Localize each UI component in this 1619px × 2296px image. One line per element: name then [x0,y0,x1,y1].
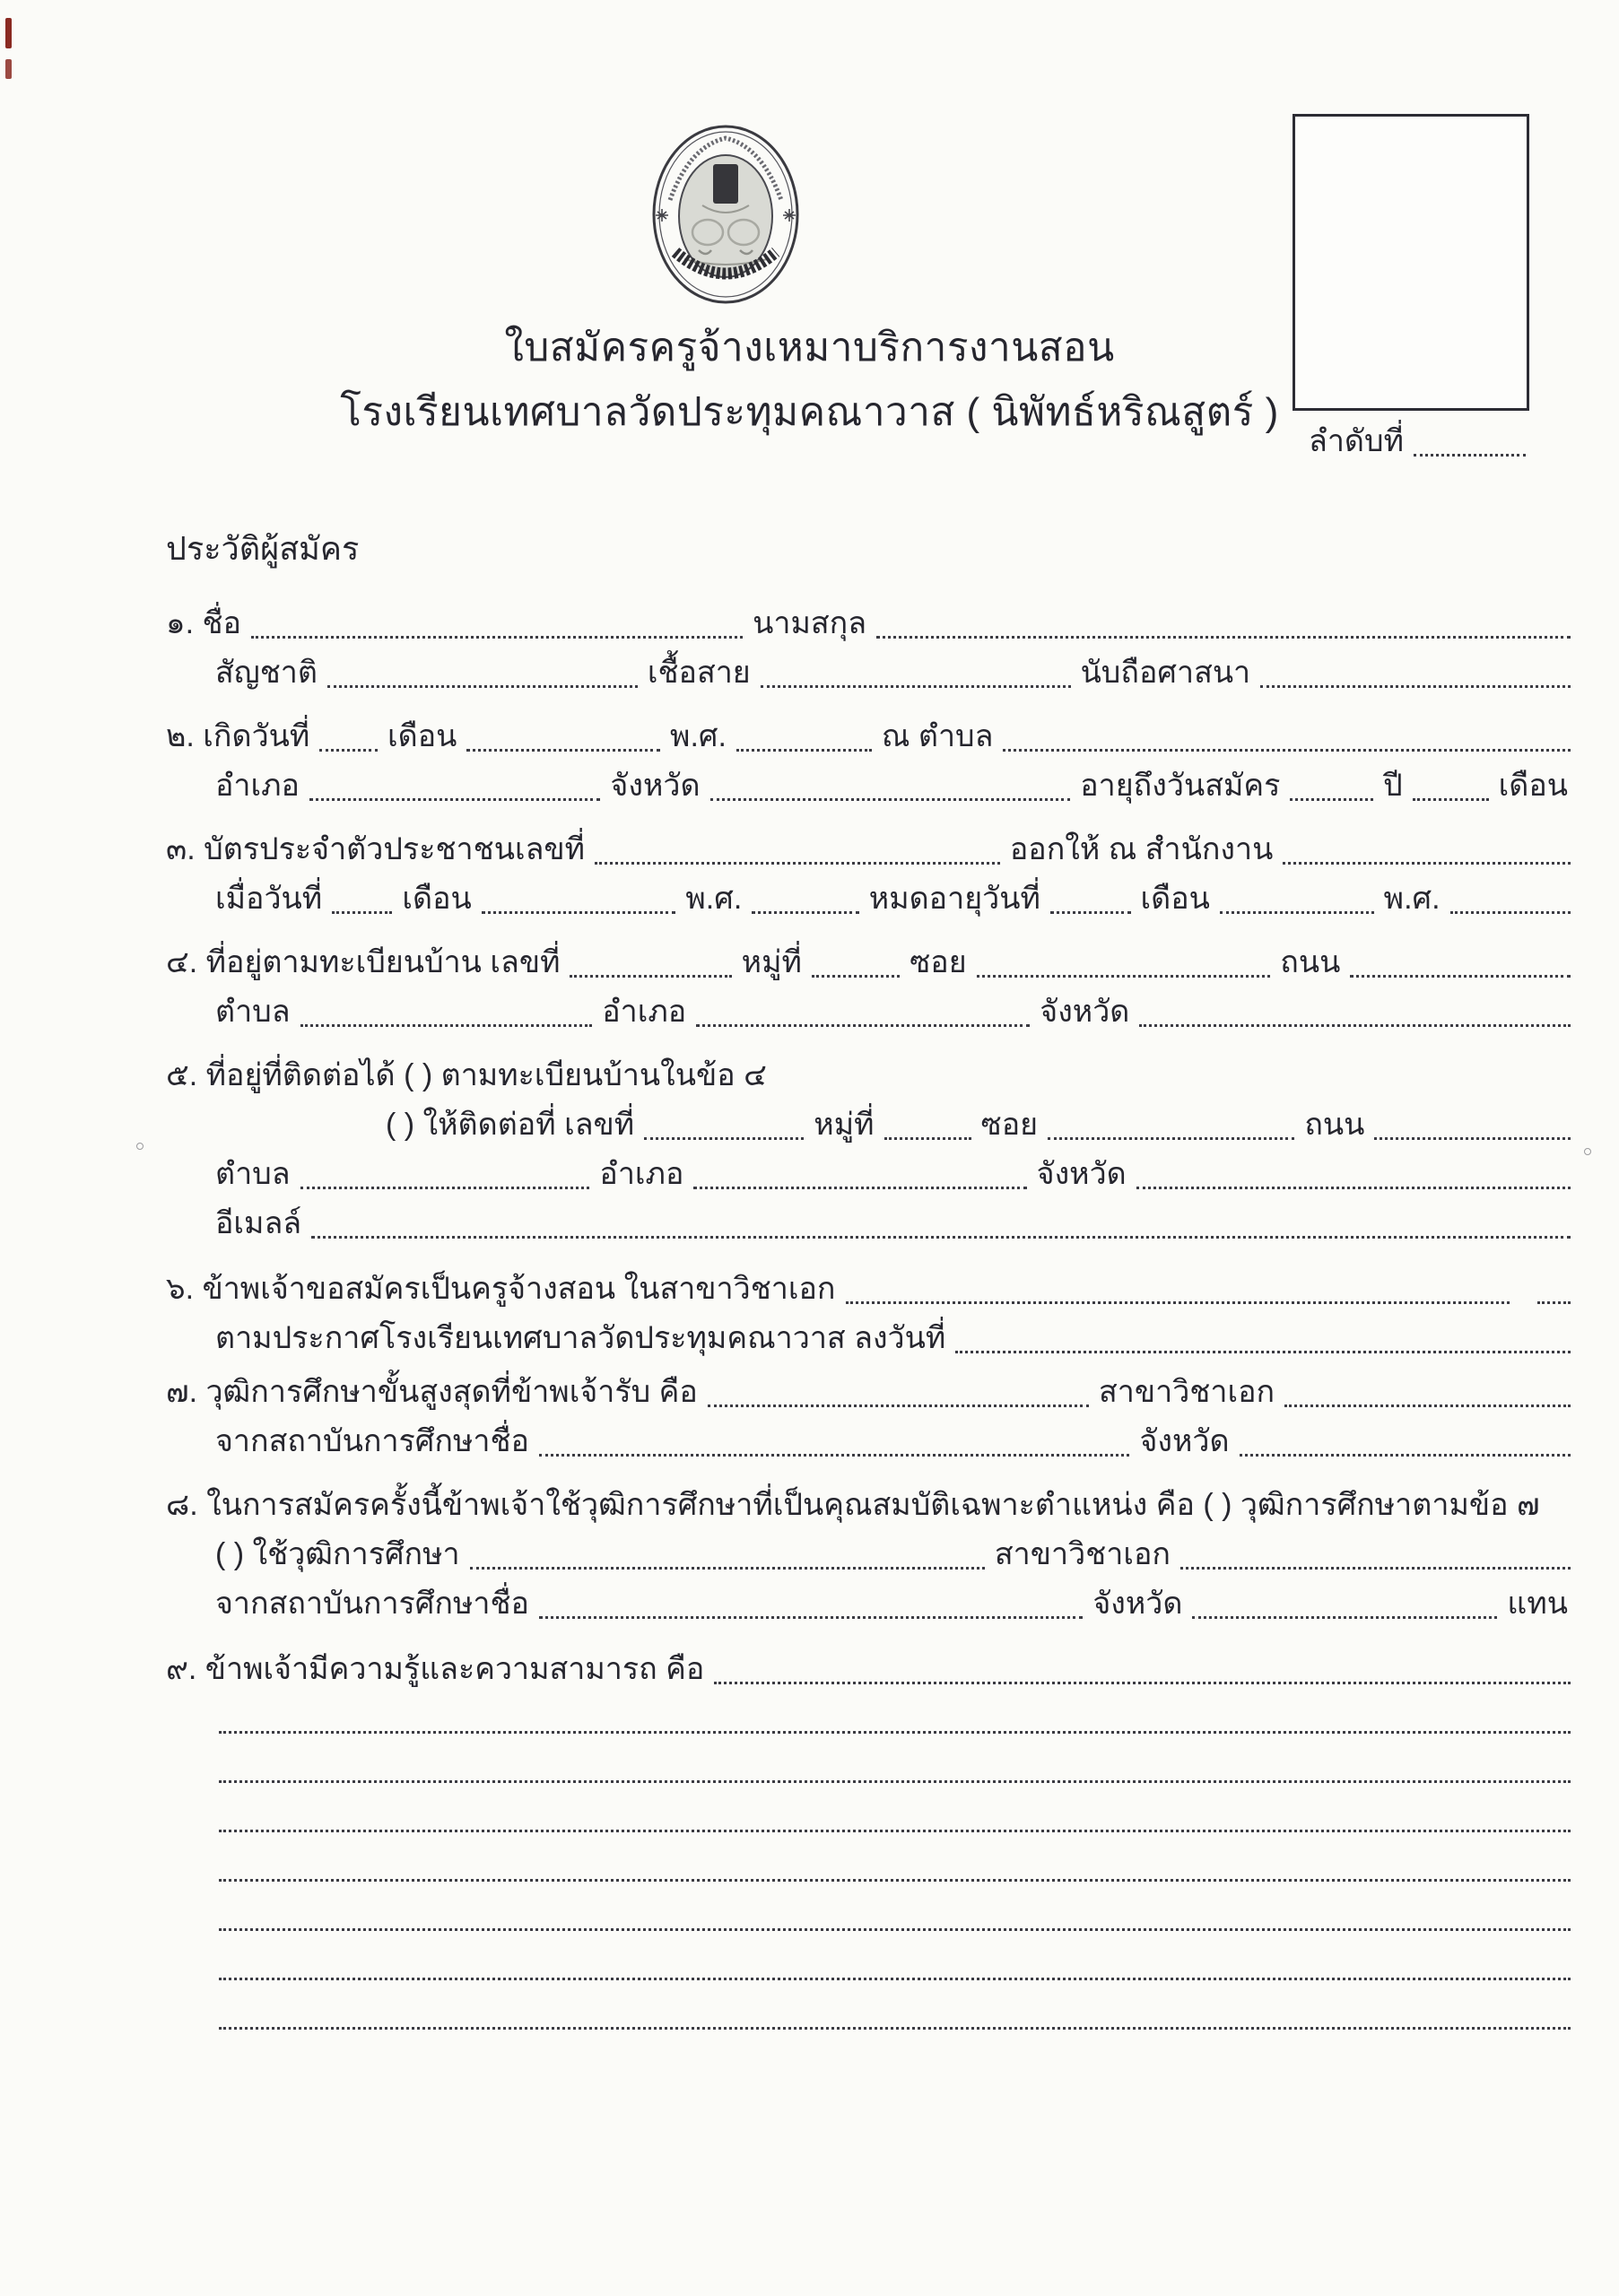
line-1-nationality [215,647,1574,696]
dotted-field [1537,1301,1571,1304]
field-label [1513,1277,1534,1312]
dotted-field [219,2027,1571,2030]
dotted-field [539,1616,1083,1619]
dotted-field [708,1405,1089,1407]
dotted-field [812,975,900,978]
field-label: ๘. ในการสมัครครั้งนี้ข้าพเจ้าใช้วุฒิการศึกษาที่เป็นคุณสมบัติเฉพาะตำแหน่ง คือ ( ) วุฒิการศึกษาตามข้อ ๗ [166,1488,1540,1522]
field-label: ตามประกาศโรงเรียนเทศบาลวัดประทุมคณาวาส ลงวันที่ [215,1321,946,1355]
dotted-field [1284,1405,1571,1407]
field-label: ๙. ข้าพเจ้ามีความรู้และความสามารถ คือ [166,1652,705,1686]
field-label: อีเมลล์ [215,1206,302,1240]
order-number-label: ลำดับที่ [1309,424,1405,458]
field-label: ๔. ที่อยู่ตามทะเบียนบ้าน เลขที่ [166,945,561,979]
field-label: ( ) ให้ติดต่อที่ เลขที่ [386,1108,635,1142]
field-label: ๗. วุฒิการศึกษาขั้นสูงสุดที่ข้าพเจ้ารับ คือ [166,1375,698,1409]
line-1-name [166,597,1574,647]
field-label: พ.ศ. [685,882,743,916]
dotted-field [1192,1616,1497,1619]
field-label: ณ ตำบล [881,719,994,753]
field-label: พ.ศ. [1383,882,1441,916]
dotted-field [1003,749,1571,752]
blank-line [215,1742,1574,1791]
line-4-subdistrict [215,986,1574,1035]
dotted-field [1350,975,1571,978]
dotted-field [466,749,660,752]
field-label: สาขาวิชาเอก [994,1537,1171,1571]
form-title: ใบสมัครครูจ้างเหมาบริการงานสอน [504,326,1115,370]
dotted-field [876,636,1571,639]
line-2-birthdate [166,710,1574,760]
line-6-announcement [215,1312,1574,1361]
field-label: อำเภอ [599,1157,684,1191]
dotted-field [1136,1187,1571,1189]
dotted-field [319,749,378,752]
seal-center-emblem [713,164,738,204]
field-label: ตำบล [215,995,291,1029]
field-label: จากสถาบันการศึกษาชื่อ [215,1424,529,1458]
field-label: สัญชาติ [215,656,318,690]
dotted-field [539,1454,1130,1457]
dotted-field [300,1187,590,1189]
field-label: เมื่อวันที่ [215,882,323,916]
field-label: เชื้อสาย [647,656,751,690]
dotted-field [761,685,1071,688]
blank-line [215,1939,1574,1988]
seal-star-right [783,209,796,222]
dotted-field [884,1137,971,1140]
dotted-field [1139,1024,1571,1027]
field-label: ซอย [980,1108,1039,1142]
field-label: จากสถาบันการศึกษาชื่อ [215,1587,529,1621]
scan-speck [1584,1148,1591,1155]
line-7-institution [215,1415,1574,1465]
field-label: เดือน [1498,769,1568,803]
line-4-address [166,936,1574,986]
dotted-field [311,1236,1571,1239]
dotted-field [696,1024,1030,1027]
order-number-field [1414,454,1526,457]
field-label: ตำบล [215,1157,291,1191]
line-8-use-qualification [215,1528,1574,1578]
dotted-field [846,1301,1510,1304]
dotted-field [219,1731,1571,1734]
dotted-field [736,749,872,752]
dotted-field [955,1351,1571,1353]
field-label: จังหวัด [610,769,701,803]
dotted-field [219,1830,1571,1832]
dotted-field [1048,1137,1294,1140]
dotted-field [1283,862,1571,865]
field-label: ๖. ข้าพเจ้าขอสมัครเป็นครูจ้างสอน ในสาขาวิชาเอก [166,1272,836,1306]
field-label: ๕. ที่อยู่ที่ติดต่อได้ ( ) ตามทะเบียนบ้านในข้อ ๔ [166,1058,767,1092]
field-label: เดือน [1140,882,1210,916]
seal-star-left [656,209,668,222]
dotted-field [1050,911,1131,914]
form-body [166,525,1574,2038]
line-9-abilities [166,1643,1574,1692]
dotted-field [752,911,859,914]
dotted-field [1413,798,1489,801]
dotted-field [977,975,1271,978]
field-label: แทน [1507,1587,1568,1621]
line-5-contact-other [386,1099,1574,1148]
dotted-field [332,911,392,914]
line-5-subdistrict [215,1148,1574,1197]
field-label: พ.ศ. [670,719,727,753]
field-label: ( ) ใช้วุฒิการศึกษา [215,1537,460,1571]
scan-artifact [5,18,12,48]
dotted-field [570,975,731,978]
dotted-field [644,1137,804,1140]
field-label: อายุถึงวันสมัคร [1080,769,1281,803]
dotted-field [219,1780,1571,1783]
field-label: ๒. เกิดวันที่ [166,719,310,753]
blank-line [215,1988,1574,2038]
line-8-institution [215,1578,1574,1627]
field-label: ๑. ชื่อ [166,606,241,640]
dotted-field [251,636,743,639]
field-label: อำเภอ [602,995,687,1029]
scan-speck [136,1143,144,1150]
line-8-qualification [166,1479,1574,1528]
line-6-apply-subject [166,1263,1574,1312]
school-name-title: โรงเรียนเทศบาลวัดประทุมคณาวาส ( นิพัทธ์หริณสูตร์ ) [340,390,1279,434]
dotted-field [1220,911,1374,914]
dotted-field [1290,798,1373,801]
blank-line [215,1890,1574,1939]
field-label: อำเภอ [215,769,300,803]
field-label: หมู่ที่ [741,945,802,979]
field-label: จังหวัด [1092,1587,1183,1621]
dotted-field [710,798,1071,801]
dotted-field [327,685,638,688]
field-label: ๓. บัตรประจำตัวประชาชนเลขที่ [166,832,586,866]
line-5-contact-address [166,1049,1574,1099]
field-label: เดือน [402,882,472,916]
field-label: จังหวัด [1040,995,1130,1029]
field-label: สาขาวิชาเอก [1099,1375,1275,1409]
line-2-district [215,760,1574,809]
line-3-issue-date [215,873,1574,922]
field-label: หมู่ที่ [814,1108,875,1142]
field-label: เดือน [387,719,457,753]
dotted-field [470,1567,985,1570]
dotted-field [1374,1137,1571,1140]
blank-line [215,1791,1574,1840]
field-label: หมดอายุวันที่ [868,882,1040,916]
dotted-field [693,1187,1026,1189]
section-heading: ประวัติผู้สมัคร [166,530,360,567]
line-5-email [215,1197,1574,1247]
field-label: ซอย [910,945,967,979]
dotted-field [482,911,676,914]
field-label: จังหวัด [1139,1424,1230,1458]
dotted-field [714,1682,1571,1684]
dotted-field [595,862,1000,865]
dotted-field [300,1024,593,1027]
dotted-field [1240,1454,1571,1457]
field-label: ออกให้ ณ สำนักงาน [1009,832,1274,866]
dotted-field [1180,1567,1571,1570]
field-label: ถนน [1280,945,1341,979]
dotted-field [1260,685,1571,688]
field-label: จังหวัด [1036,1157,1127,1191]
field-label: ปี [1383,769,1403,803]
blank-line [215,1692,1574,1742]
dotted-field [1450,911,1571,914]
school-seal-logo [650,122,801,307]
dotted-field [219,1879,1571,1882]
field-label: นามสกุล [753,606,867,640]
field-label: นับถือศาสนา [1080,656,1251,690]
line-3-idcard [166,823,1574,873]
dotted-field [309,798,600,801]
blank-line [215,1840,1574,1890]
line-7-education [166,1366,1574,1415]
scan-artifact [5,59,12,79]
field-label: ถนน [1304,1108,1365,1142]
dotted-field [219,1978,1571,1980]
dotted-field [219,1928,1571,1931]
